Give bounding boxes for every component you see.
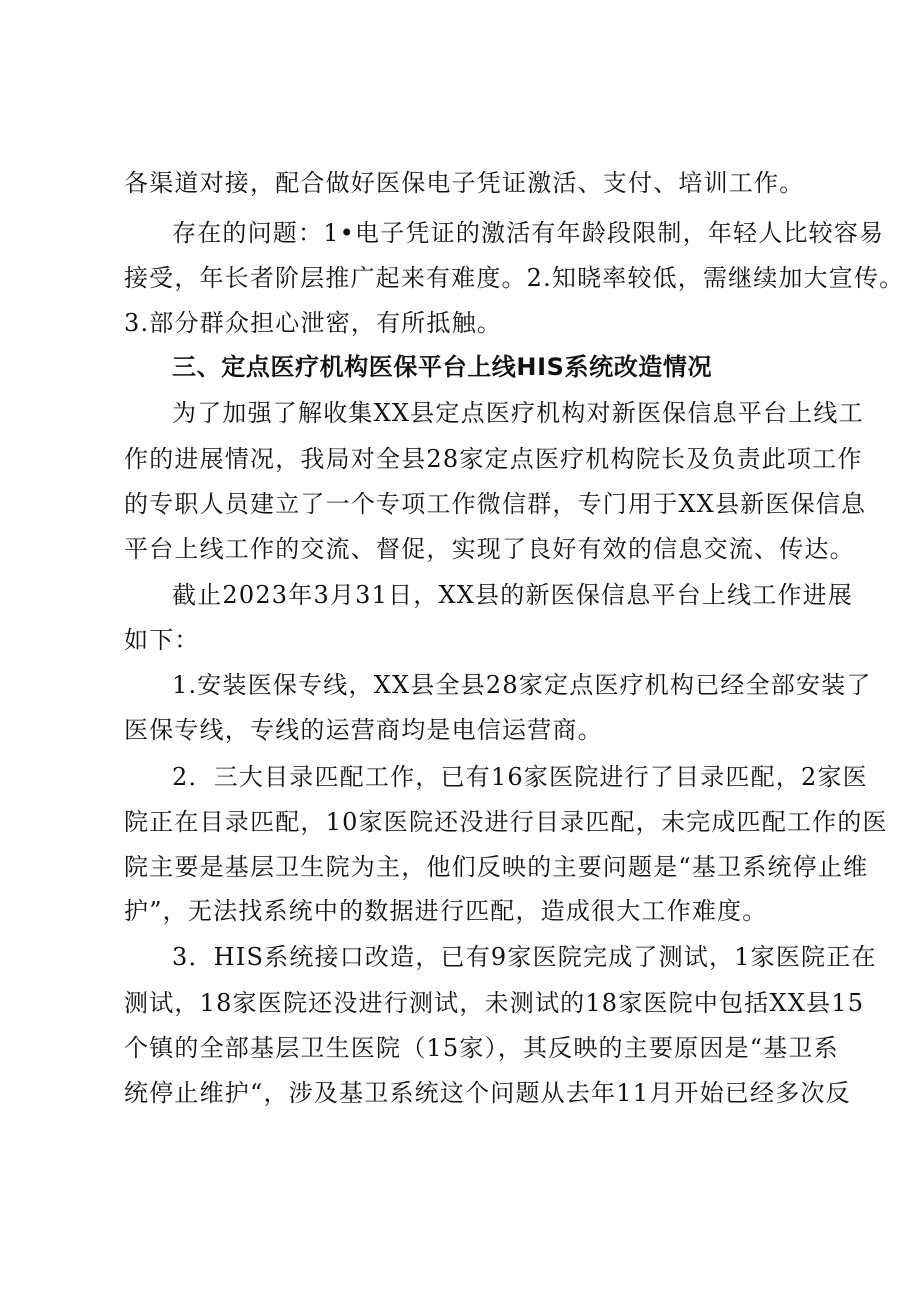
text-line-15: 院主要是基层卫生院为主，他们反映的主要问题是“基卫系统停止维 <box>124 853 869 881</box>
text-line-18: 测试，18家医院还没进行测试，未测试的18家医院中包括XX县15 <box>124 989 865 1017</box>
text-line-17: 3．HIS系统接口改造，已有9家医院完成了测试，1家医院正在 <box>172 943 877 971</box>
text-line-3: 接受，年长者阶层推广起来有难度。2.知晓率较低，需继续加大宣传。 <box>124 264 905 292</box>
text-line-7: 的专职人员建立了一个专项工作微信群，专门用于XX县新医保信息 <box>124 490 867 518</box>
text-line-12: 医保专线，专线的运营商均是电信运营商。 <box>124 716 603 744</box>
text-line-11: 1.安装医保专线，XX县全县28家定点医疗机构已经全部安装了 <box>172 671 872 699</box>
text-line-4: 3.部分群众担心泄密，有所抵触。 <box>124 309 503 337</box>
text-line-2: 存在的问题：1•电子凭证的激活有年龄段限制，年轻人比较容易 <box>172 219 885 247</box>
text-line-14: 院正在目录匹配，10家医院还没进行目录匹配，未完成匹配工作的医 <box>124 808 888 836</box>
text-line-16: 护”，无法找系统中的数据进行匹配，造成很大工作难度。 <box>124 897 768 925</box>
text-line-13: 2．三大目录匹配工作，已有16家医院进行了目录匹配，2家医 <box>172 763 868 791</box>
text-line-5: 为了加强了解收集XX县定点医疗机构对新医保信息平台上线工 <box>172 399 864 427</box>
text-line-20: 统停止维护“，涉及基卫系统这个问题从去年11月开始已经多次反 <box>124 1079 851 1107</box>
text-line-1: 各渠道对接，配合做好医保电子凭证激活、支付、培训工作。 <box>124 169 805 197</box>
text-line-6: 作的进展情况，我局对全县28家定点医疗机构院长及负责此项工作 <box>124 445 863 473</box>
text-line-9: 截止2023年3月31日，XX县的新医保信息平台上线工作进展 <box>172 581 854 609</box>
text-line-8: 平台上线工作的交流、督促，实现了良好有效的信息交流、传达。 <box>124 535 855 563</box>
text-line-10: 如下： <box>124 626 200 654</box>
section-heading: 三、定点医疗机构医保平台上线HIS系统改造情况 <box>172 353 713 381</box>
text-line-19: 个镇的全部基层卫生医院（15家），其反映的主要原因是“基卫系 <box>124 1034 839 1062</box>
